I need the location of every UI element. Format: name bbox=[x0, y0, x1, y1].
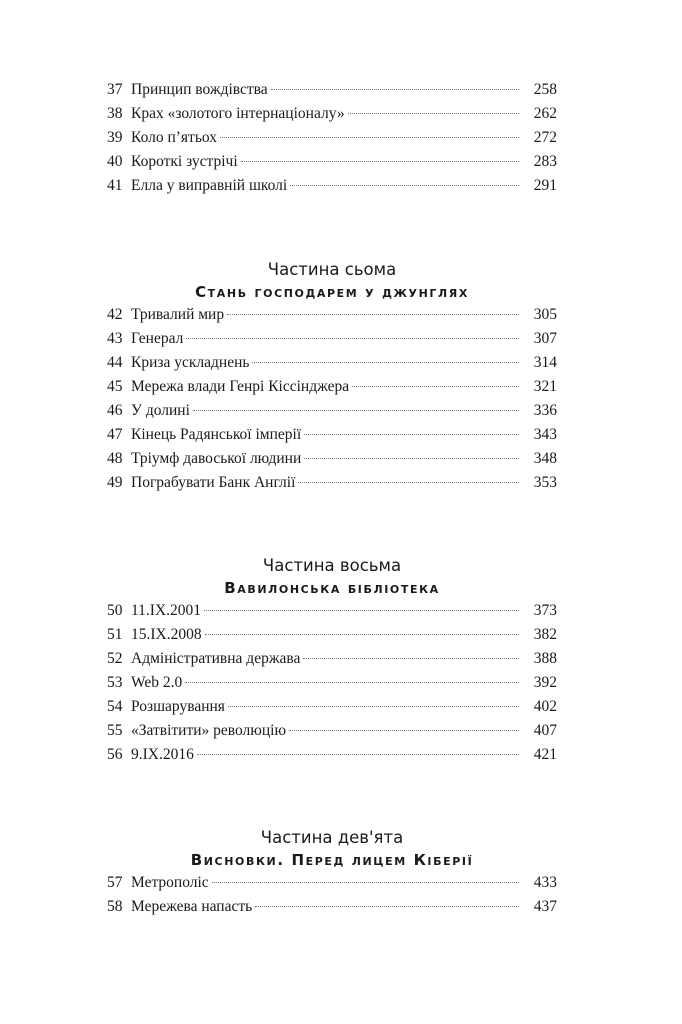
dot-leader bbox=[252, 362, 519, 363]
toc-entry bbox=[107, 78, 557, 102]
chapter-title: 15.IX.2008 bbox=[131, 626, 202, 643]
chapter-title: Крах «золотого інтернаціоналу» bbox=[131, 105, 345, 122]
dot-leader bbox=[289, 730, 519, 731]
page-number: 437 bbox=[533, 898, 557, 915]
chapter-title: Кінець Радянської імперії bbox=[131, 426, 302, 443]
page-number: 353 bbox=[533, 474, 557, 491]
chapter-title: Короткі зустрічі bbox=[131, 153, 238, 170]
chapter-number: 37 bbox=[107, 81, 123, 98]
page-number: 321 bbox=[533, 378, 557, 395]
page-number: 348 bbox=[533, 450, 557, 467]
toc-group bbox=[107, 78, 557, 198]
page-number: 307 bbox=[533, 330, 557, 347]
toc-entry bbox=[107, 102, 557, 126]
chapter-number: 40 bbox=[107, 153, 123, 170]
page-number: 314 bbox=[533, 354, 557, 371]
part-label: Частина дев'ята bbox=[260, 828, 404, 847]
chapter-title: Web 2.0 bbox=[131, 674, 183, 691]
page-number: 336 bbox=[533, 402, 557, 419]
chapter-number: 58 bbox=[107, 898, 123, 915]
dot-leader bbox=[348, 113, 519, 114]
dot-leader bbox=[204, 610, 519, 611]
toc-part bbox=[107, 827, 557, 919]
dot-leader bbox=[193, 410, 519, 411]
chapter-number: 41 bbox=[107, 177, 123, 194]
dot-leader bbox=[290, 185, 519, 186]
chapter-title: У долині bbox=[131, 402, 190, 419]
dot-leader bbox=[228, 706, 519, 707]
toc-entry bbox=[107, 327, 557, 351]
chapter-title: Мережева напасть bbox=[131, 898, 253, 915]
dot-leader bbox=[271, 89, 519, 90]
page-number: 272 bbox=[533, 129, 557, 146]
dot-leader bbox=[241, 161, 519, 162]
dot-leader bbox=[255, 906, 519, 907]
dot-leader bbox=[185, 682, 519, 683]
chapter-title: Тривалий мир bbox=[131, 306, 225, 323]
dot-leader bbox=[298, 482, 519, 483]
page-number: 283 bbox=[533, 153, 557, 170]
chapter-number: 55 bbox=[107, 722, 123, 739]
chapter-title: 11.IX.2001 bbox=[131, 602, 202, 619]
chapter-title: Розшарування bbox=[131, 698, 225, 715]
part-heading bbox=[107, 259, 557, 303]
chapter-number: 48 bbox=[107, 450, 123, 467]
toc-entry bbox=[107, 871, 557, 895]
toc-entry bbox=[107, 719, 557, 743]
toc-entry bbox=[107, 599, 557, 623]
chapter-number: 56 bbox=[107, 746, 123, 763]
page-number: 343 bbox=[533, 426, 557, 443]
chapter-number: 53 bbox=[107, 674, 123, 691]
dot-leader bbox=[220, 137, 519, 138]
toc-part bbox=[107, 555, 557, 767]
chapter-title: Генерал bbox=[131, 330, 184, 347]
toc-entry bbox=[107, 671, 557, 695]
chapter-title: Коло п’ятьох bbox=[131, 129, 218, 146]
page-number: 421 bbox=[533, 746, 557, 763]
toc-entry bbox=[107, 471, 557, 495]
toc-entry bbox=[107, 303, 557, 327]
table-of-contents bbox=[107, 78, 557, 919]
chapter-number: 57 bbox=[107, 874, 123, 891]
toc-entry bbox=[107, 623, 557, 647]
part-label: Частина сьома bbox=[267, 260, 397, 279]
chapter-number: 52 bbox=[107, 650, 123, 667]
chapter-number: 54 bbox=[107, 698, 123, 715]
chapter-number: 45 bbox=[107, 378, 123, 395]
chapter-number: 50 bbox=[107, 602, 123, 619]
page-number: 305 bbox=[533, 306, 557, 323]
toc-entry bbox=[107, 375, 557, 399]
chapter-number: 47 bbox=[107, 426, 123, 443]
chapter-title: Пограбувати Банк Англії bbox=[131, 474, 296, 491]
dot-leader bbox=[304, 434, 519, 435]
dot-leader bbox=[304, 458, 519, 459]
dot-leader bbox=[205, 634, 519, 635]
chapter-number: 46 bbox=[107, 402, 123, 419]
chapter-title: 9.IX.2016 bbox=[131, 746, 194, 763]
toc-part bbox=[107, 259, 557, 495]
part-title: Вавилонська бібліотека bbox=[224, 579, 440, 597]
page-number: 258 bbox=[533, 81, 557, 98]
chapter-number: 39 bbox=[107, 129, 123, 146]
toc-entry bbox=[107, 150, 557, 174]
chapter-title: Метрополіс bbox=[131, 874, 209, 891]
chapter-number: 51 bbox=[107, 626, 123, 643]
chapter-number: 38 bbox=[107, 105, 123, 122]
chapter-title: Тріумф давоської людини bbox=[131, 450, 302, 467]
part-title: Висновки. Перед лицем Кіберії bbox=[190, 851, 474, 869]
toc-entry bbox=[107, 695, 557, 719]
page-number: 262 bbox=[533, 105, 557, 122]
toc-entry bbox=[107, 743, 557, 767]
toc-entry bbox=[107, 895, 557, 919]
page-number: 388 bbox=[533, 650, 557, 667]
toc-entry bbox=[107, 174, 557, 198]
chapter-title: Адміністративна держава bbox=[131, 650, 301, 667]
chapter-number: 42 bbox=[107, 306, 123, 323]
dot-leader bbox=[303, 658, 519, 659]
part-label: Частина восьма bbox=[262, 556, 402, 575]
part-heading bbox=[107, 555, 557, 599]
chapter-number: 49 bbox=[107, 474, 123, 491]
dot-leader bbox=[212, 882, 519, 883]
part-heading bbox=[107, 827, 557, 871]
chapter-title: Криза ускладнень bbox=[131, 354, 250, 371]
part-title: Стань господарем у джунглях bbox=[195, 283, 469, 301]
chapter-title: Елла у виправній школі bbox=[131, 177, 288, 194]
chapter-title: Мережа влади Генрі Кіссінджера bbox=[131, 378, 350, 395]
chapter-title: Принцип вождівства bbox=[131, 81, 268, 98]
toc-entry bbox=[107, 647, 557, 671]
page-number: 291 bbox=[533, 177, 557, 194]
page-number: 407 bbox=[533, 722, 557, 739]
toc-entry bbox=[107, 423, 557, 447]
chapter-number: 44 bbox=[107, 354, 123, 371]
toc-entry bbox=[107, 399, 557, 423]
toc-entry bbox=[107, 351, 557, 375]
page-number: 392 bbox=[533, 674, 557, 691]
dot-leader bbox=[186, 338, 519, 339]
dot-leader bbox=[227, 314, 519, 315]
page-number: 382 bbox=[533, 626, 557, 643]
page-number: 433 bbox=[533, 874, 557, 891]
page-number: 402 bbox=[533, 698, 557, 715]
dot-leader bbox=[352, 386, 519, 387]
toc-entry bbox=[107, 126, 557, 150]
chapter-title: «Затвітити» революцію bbox=[131, 722, 287, 739]
dot-leader bbox=[197, 754, 519, 755]
page-number: 373 bbox=[533, 602, 557, 619]
chapter-number: 43 bbox=[107, 330, 123, 347]
toc-entry bbox=[107, 447, 557, 471]
